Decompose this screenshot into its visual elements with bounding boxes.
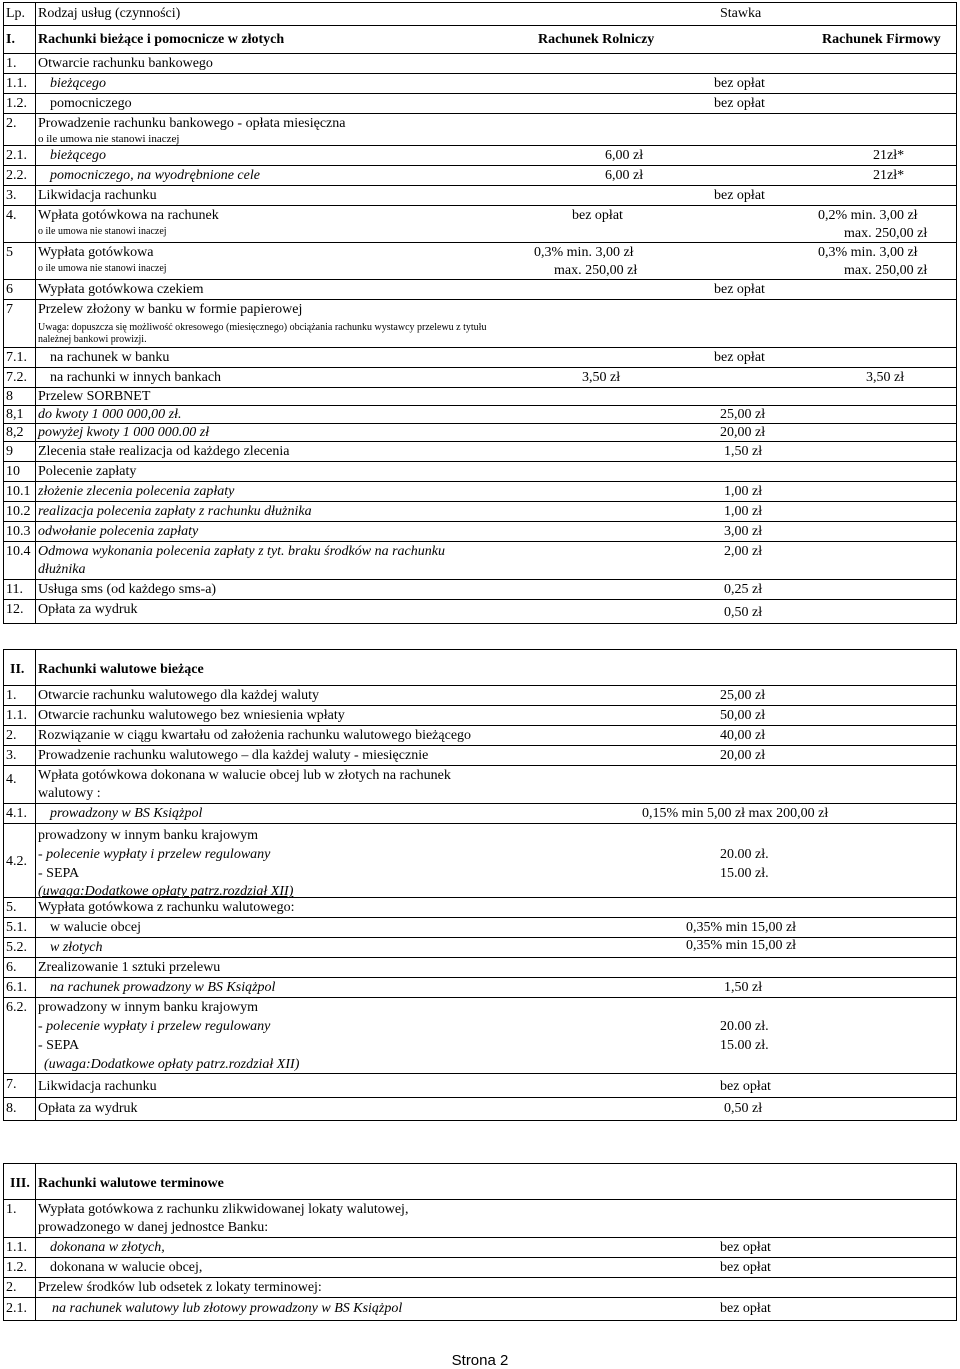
table-row: 5. Wypłata gotówkowa z rachunku walutowego: — [4, 898, 956, 918]
table-row: 8 Przelew SORBNET — [4, 388, 956, 406]
table-row: 4. Wpłata gotówkowa na rachunek o ile umowa nie stanowi inaczej bez opłat 0,2% min. 3,00 zł max. 250,00 zł — [4, 206, 956, 243]
table-row: 8,1 do kwoty 1 000 000,00 zł. 25,00 zł — [4, 406, 956, 424]
table-row: 2. Rozwiązanie w ciągu kwartału od założenia rachunku walutowego bieżącego 40,00 zł — [4, 726, 956, 746]
table-row: 8,2 powyżej kwoty 1 000 000.00 zł 20,00 zł — [4, 424, 956, 442]
table-row: 1.1. Otwarcie rachunku walutowego bez wniesienia wpłaty 50,00 zł — [4, 706, 956, 726]
table-row: 2.1. bieżącego 6,00 zł 21zł* — [4, 146, 956, 166]
table-header-row — [4, 3, 956, 26]
table-row: 7.2. na rachunki w innych bankach 3,50 zł 3,50 zł — [4, 368, 956, 388]
section-title: Rachunki walutowe terminowe — [38, 1176, 224, 1191]
table-row: 7.1. na rachunek w banku bez opłat — [4, 348, 956, 368]
section-title-row: I. Rachunki bieżące i pomocnicze w złotych Rachunek Rolniczy Rachunek Firmowy — [4, 26, 956, 54]
table-row: 7. Likwidacja rachunku bez opłat — [4, 1074, 956, 1098]
page-number: Strona 2 — [451, 1352, 509, 1369]
table-row: 2. Prowadzenie rachunku bankowego - opłata miesięczna o ile umowa nie stanowi inaczej — [4, 114, 956, 146]
table-section-2 — [3, 649, 957, 1121]
table-row: 2.1. na rachunek walutowy lub złotowy prowadzony w BS Książpol bez opłat — [6, 1301, 771, 1316]
table-row: 1.1. dokonana w złotych, bez opłat — [4, 1238, 956, 1258]
table-row: 11. Usługa sms (od każdego sms-a) 0,25 zł — [4, 580, 956, 600]
table-row: 3. Likwidacja rachunku bez opłat — [4, 186, 956, 206]
section-title: Rachunki bieżące i pomocnicze w złotych — [38, 32, 285, 47]
table-row: 10.3 odwołanie polecenia zapłaty 3,00 zł — [4, 522, 956, 542]
table-row: 6. Zrealizowanie 1 sztuki przelewu — [4, 958, 956, 978]
col-rolniczy: Rachunek Rolniczy — [538, 32, 655, 47]
table-row: 12. Opłata za wydruk 0,50 zł — [6, 602, 763, 620]
section-title: Rachunki walutowe bieżące — [38, 662, 204, 677]
table-row: 1. Wypłata gotówkowa z rachunku zlikwidowanej lokaty walutowej, prowadzonego w danej jednostce Banku: — [4, 1200, 956, 1238]
table-row: 1. Otwarcie rachunku walutowego dla każdej waluty 25,00 zł — [4, 686, 956, 706]
table-row: 2. Przelew środków lub odsetek z lokaty terminowej: — [4, 1278, 956, 1298]
table-row: 10.1 złożenie zlecenia polecenia zapłaty 1,00 zł — [4, 482, 956, 502]
table-row: 10.4 Odmowa wykonania polecenia zapłaty z tyt. braku środków na rachunku dłużnika 2,00 zł — [4, 542, 956, 580]
table-row: 10.2 realizacja polecenia zapłaty z rachunku dłużnika 1,00 zł — [4, 502, 956, 522]
table-row: 4.1. prowadzony w BS Książpol 0,15% min 5,00 zł max 200,00 zł — [4, 804, 956, 824]
table-row: 4. Wpłata gotówkowa dokonana w walucie obcej lub w złotych na rachunek walutowy : — [4, 766, 956, 804]
table-row: 6 Wypłata gotówkowa czekiem bez opłat — [4, 280, 956, 300]
table-section-3 — [3, 1163, 957, 1321]
section-title-row: II. Rachunki walutowe bieżące — [4, 650, 956, 686]
table-row: 6.1. na rachunek prowadzony w BS Książpol 1,50 zł — [4, 978, 956, 998]
table-row: 1. Otwarcie rachunku bankowego — [4, 54, 956, 74]
table-row: 10 Polecenie zapłaty — [4, 462, 956, 482]
table-row: 5.1. w walucie obcej 0,35% min 15,00 zł — [4, 918, 956, 938]
col-firmowy: Rachunek Firmowy — [822, 32, 941, 47]
rate-header: Stawka — [720, 6, 762, 21]
table-row: 9 Zlecenia stałe realizacja od każdego zlecenia 1,50 zł — [4, 442, 956, 462]
table-row: 5.2. w złotych 0,35% min 15,00 zł — [4, 938, 956, 958]
table-row: 7 Przelew złożony w banku w formie papierowej Uwaga: dopuszcza się możliwość okresowego (miesięcznego) obciążania rachunku wystawcy przelewu z tytułu należnej bankowi prowizji. — [4, 300, 956, 348]
table-row: 2.2. pomocniczego, na wyodrębnione cele 6,00 zł 21zł* — [4, 166, 956, 186]
section-title-row: III. Rachunki walutowe terminowe — [4, 1164, 956, 1200]
table-row: 1.2. pomocniczego bez opłat — [4, 94, 956, 114]
service-header: Rodzaj usług (czynności) — [38, 6, 181, 21]
table-row: 4.2. prowadzony w innym banku krajowym - polecenie wypłaty i przelew regulowany - SEPA (uwaga:Dodatkowe opłaty patrz.rozdział XII) 20.00 zł. 15.00 zł. — [4, 824, 956, 898]
table-row: 1.2. dokonana w walucie obcej, bez opłat — [4, 1258, 956, 1278]
table-row: 8. Opłata za wydruk 0,50 zł — [6, 1101, 763, 1116]
lp-header: Lp. — [6, 6, 26, 21]
table-row: 1.1. bieżącego bez opłat — [4, 74, 956, 94]
table-section-1 — [3, 2, 957, 624]
table-row: 5 Wypłata gotówkowa o ile umowa nie stanowi inaczej 0,3% min. 3,00 zł max. 250,00 zł 0,3% min. 3,00 zł max. 250,00 zł — [4, 243, 956, 280]
table-row: 6.2. prowadzony w innym banku krajowym - polecenie wypłaty i przelew regulowany - SEPA (uwaga:Dodatkowe opłaty patrz.rozdział XII) 20.00 zł. 15.00 zł. — [4, 998, 956, 1074]
table-row: 3. Prowadzenie rachunku walutowego – dla każdej waluty - miesięcznie 20,00 zł — [4, 746, 956, 766]
